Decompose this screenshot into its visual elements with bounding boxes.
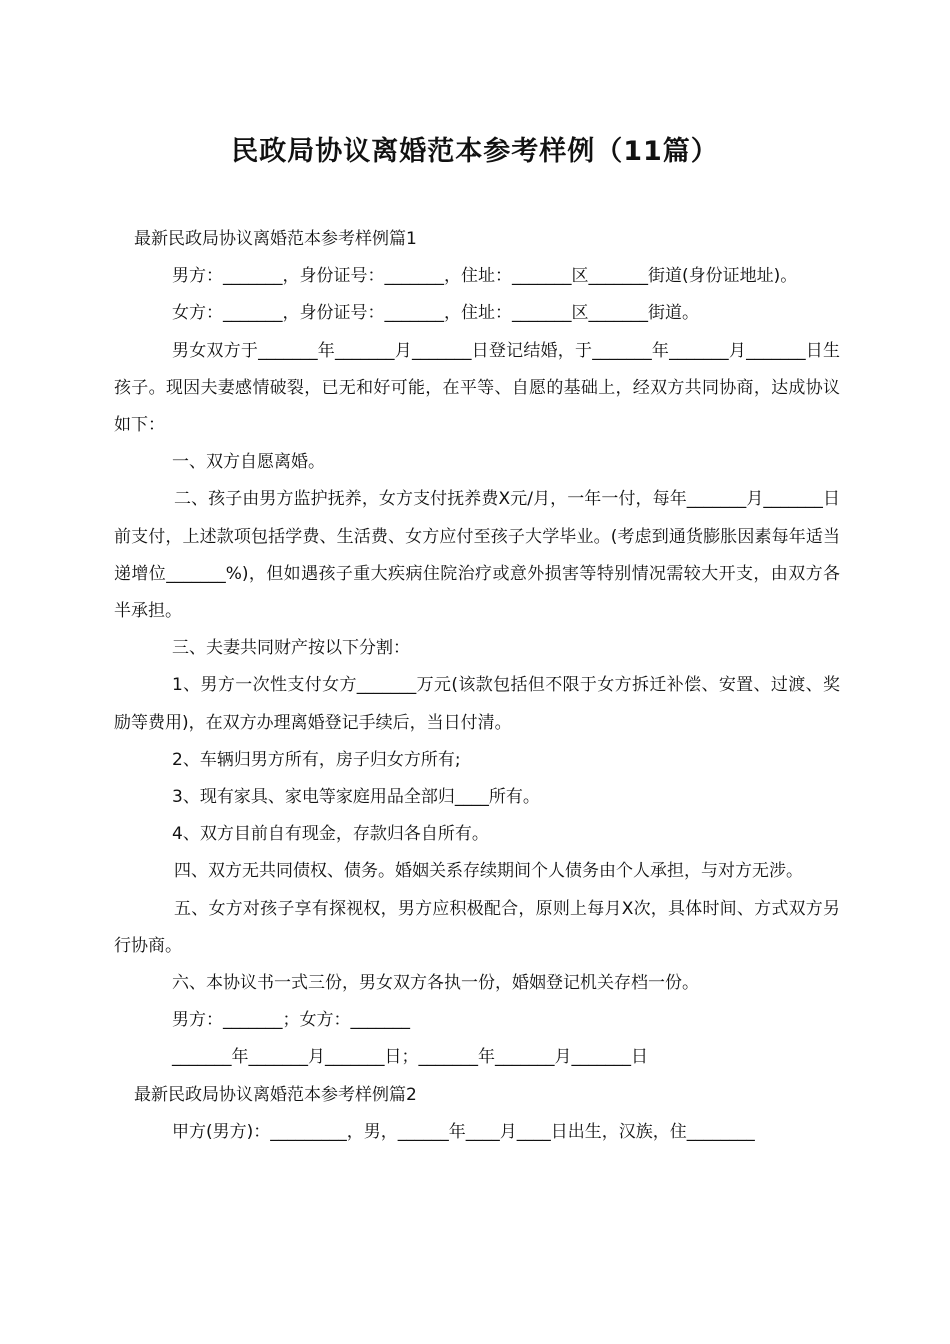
clause-5: 五、女方对孩子享有探视权，男方应积极配合，原则上每月X次，具体时间、方式双方另行协商。 xyxy=(114,898,840,956)
section-heading-1: 最新民政局协议离婚范本参考样例篇1 xyxy=(134,229,417,249)
clause-3-item-3: 3、现有家具、家电等家庭用品全部归____所有。 xyxy=(172,787,540,808)
clause-2: 二、孩子由男方监护抚养，女方支付抚养费X元/月，一年一付，每年_______月_______日前支付，上述款项包括学费、生活费、女方应付至孩子大学毕业。(考虑到通货膨胀因素每年适当递增位_______%)，但如遇孩子重大疾病住院治疗或意外损害等特别情况需较大开支，由双方各半承担。 xyxy=(114,489,840,622)
section-heading-2: 最新民政局协议离婚范本参考样例篇2 xyxy=(134,1084,417,1105)
clause-3-item-1: 1、男方一次性支付女方_______万元(该款包括但不限于女方拆迁补偿、安置、过渡、奖励等费用)，在双方办理离婚登记手续后，当日付清。 xyxy=(114,675,840,733)
clause-6: 六、本协议书一式三份，男女双方各执一份，婚姻登记机关存档一份。 xyxy=(172,973,699,994)
clause-4: 四、双方无共同债权、债务。婚姻关系存续期间个人债务由个人承担，与对方无涉。 xyxy=(174,861,803,882)
document-title: 民政局协议离婚范本参考样例（11篇） xyxy=(231,136,719,167)
clause-3-item-4: 4、双方目前自有现金，存款归各自所有。 xyxy=(172,824,489,845)
clause-3-item-2: 2、车辆归男方所有，房子归女方所有; xyxy=(172,749,461,770)
clause-3: 三、夫妻共同财产按以下分割： xyxy=(172,638,410,659)
paragraph-husband-info: 男方：_______，身份证号：_______，住址：_______区_______街道(身份证地址)。 xyxy=(172,266,798,287)
clause-1: 一、双方自愿离婚。 xyxy=(172,452,325,473)
paragraph-wife-info: 女方：_______，身份证号：_______，住址：_______区_______街道。 xyxy=(172,303,699,324)
signature-line: 男方：_______；女方：_______ xyxy=(172,1010,410,1031)
paragraph-marriage-facts: 男女双方于_______年_______月_______日登记结婚，于_______年_______月_______日生孩子。现因夫妻感情破裂，已无和好可能，在平等、自愿的基础上，经双方共同协商，达成协议如下： xyxy=(114,340,840,436)
document-body xyxy=(114,221,840,1151)
date-line: _______年_______月_______日；_______年_______月_______日 xyxy=(172,1047,648,1068)
party-a-info: 甲方(男方)：_________，男，______年____月____日出生，汉族，住________ xyxy=(172,1121,755,1142)
